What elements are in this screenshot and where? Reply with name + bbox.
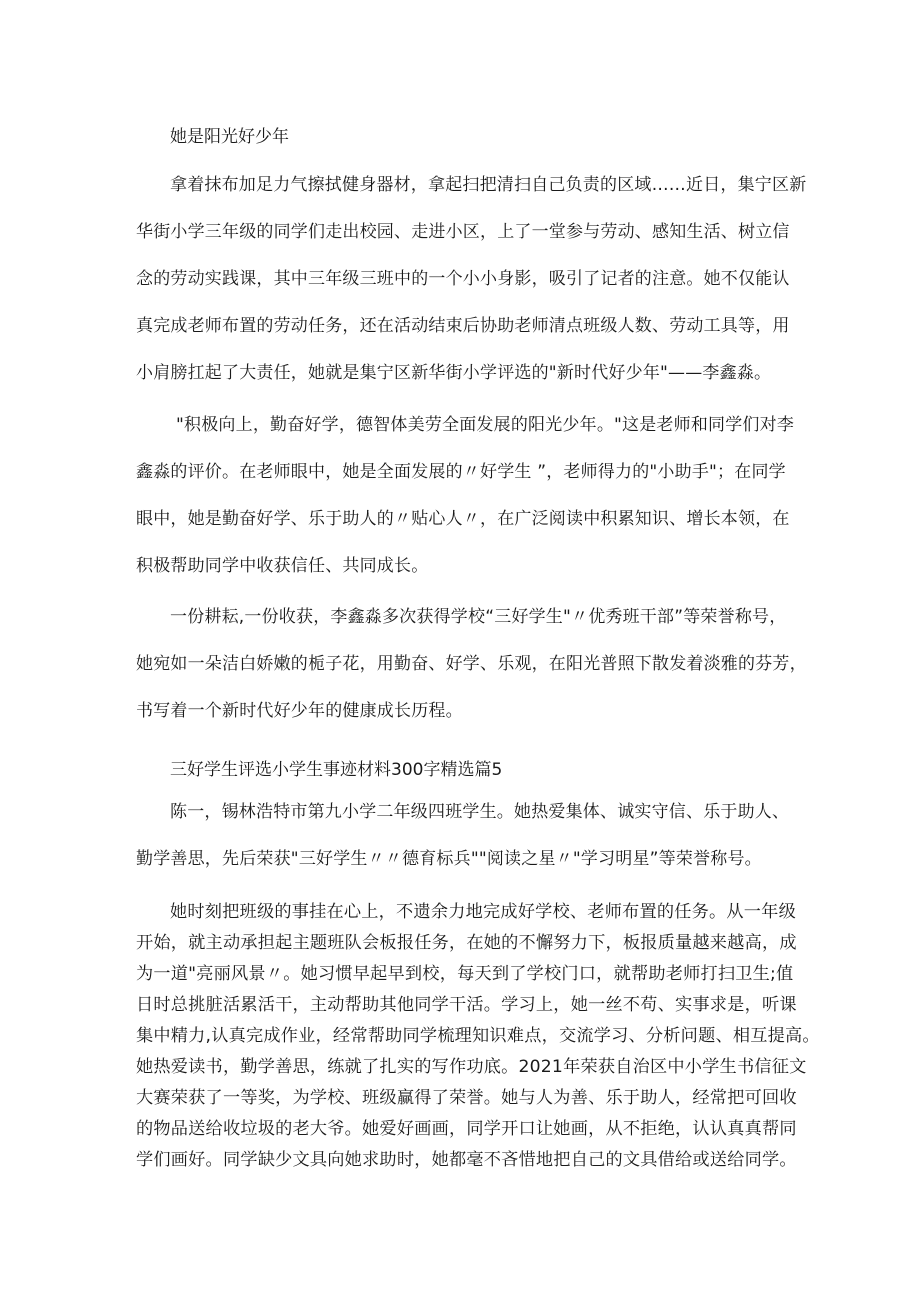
paragraph-1-line: 念的劳动实践课，其中三年级三班中的一个小小身影，吸引了记者的注意。她不仅能认 (136, 269, 790, 289)
paragraph-1 (136, 162, 807, 397)
paragraph-1-line: 小肩膀扛起了大责任，她就是集宁区新华街小学评选的"新时代好少年"——李鑫淼。 (136, 363, 772, 383)
paragraph-3-line: 一份耕耘,一份收获，李鑫淼多次获得学校“三好学生"〃优秀班干部”等荣誉称号， (170, 607, 787, 627)
paragraph-5-line: 学们画好。同学缺少文具向她求助时，她都毫不吝惜地把自己的文具借给或送给同学。 (136, 1150, 797, 1170)
paragraph-3-line: 书写着一个新时代好少年的健康成长历程。 (136, 701, 463, 721)
paragraph-2-line: 积极帮助同学中收获信任、共同成长。 (136, 556, 429, 576)
paragraph-2-line: 鑫淼的评价。在老师眼中，她是全面发展的〃好学生 ”，老师得力的"小助手"；在同学 (136, 462, 786, 482)
paragraph-3-line: 她宛如一朵洁白娇嫩的栀子花，用勤奋、好学、乐观，在阳光普照下散发着淡雅的芬芳， (136, 654, 807, 674)
paragraph-4-line: 勤学善思，先后荣获"三好学生〃〃德育标兵""阅读之星〃"学习明星”等荣誉称号。 (136, 849, 762, 869)
paragraph-3 (136, 594, 807, 735)
paragraph-4-line: 陈一，锡林浩特市第九小学二年级四班学生。她热爱集体、诚实守信、乐于助人、 (170, 802, 790, 822)
paragraph-2 (136, 402, 796, 590)
paragraph-1-line: 拿着抹布加足力气擦拭健身器材，拿起扫把清扫自己负责的区域……近日，集宁区新 (170, 175, 807, 195)
paragraph-5-line: 日时总挑脏活累活干，主动帮助其他同学干活。学习上，她一丝不苟、实事求是，听课 (136, 995, 797, 1015)
paragraph-5-line: 的物品送给收垃圾的老大爷。她爱好画画，同学开口让她画，从不拒绝，认认真真帮同 (136, 1119, 797, 1139)
paragraph-2-line: 眼中，她是勤奋好学、乐于助人的〃贴心人〃，在广泛阅读中积累知识、增长本领，在 (136, 509, 790, 529)
paragraph-4 (136, 789, 796, 883)
paragraph-5-line: 她时刻把班级的事挂在心上，不遗余力地完成好学校、老师布置的任务。从一年级 (170, 902, 796, 922)
paragraph-5-line: 集中精力,认真完成作业，经常帮助同学梳理知识难点，交流学习、分析问题、相互提高。 (136, 1026, 820, 1046)
paragraph-5-line: 大赛荣获了一等奖，为学校、班级赢得了荣誉。她与人为善、乐于助人，经常把可回收 (136, 1088, 797, 1108)
paragraph-5-line: 她热爱读书，勤学善思，练就了扎实的写作功底。2021年荣获自治区中小学生书信征文 (136, 1057, 807, 1077)
paragraph-1-line: 真完成老师布置的劳动任务，还在活动结束后协助老师清点班级人数、劳动工具等，用 (136, 316, 790, 336)
section-heading: 三好学生评选小学生事迹材料300字精选篇5 (170, 760, 503, 780)
paragraph-5 (136, 897, 820, 1176)
paragraph-1-line: 华街小学三年级的同学们走出校园、走进小区，上了一堂参与劳动、感知生活、树立信 (136, 222, 790, 242)
paragraph-5-line: 为一道"亮丽风景〃。她习惯早起早到校，每天到了学校门口，就帮助老师打扫卫生;值 (136, 964, 794, 984)
paragraph-2-line: "积极向上，勤奋好学，德智体美劳全面发展的阳光少年。"这是老师和同学们对李 (176, 415, 795, 435)
document-title: 她是阳光好少年 (170, 127, 289, 147)
paragraph-5-line: 开始，就主动承担起主题班队会板报任务，在她的不懈努力下，板报质量越来越高，成 (136, 933, 797, 953)
